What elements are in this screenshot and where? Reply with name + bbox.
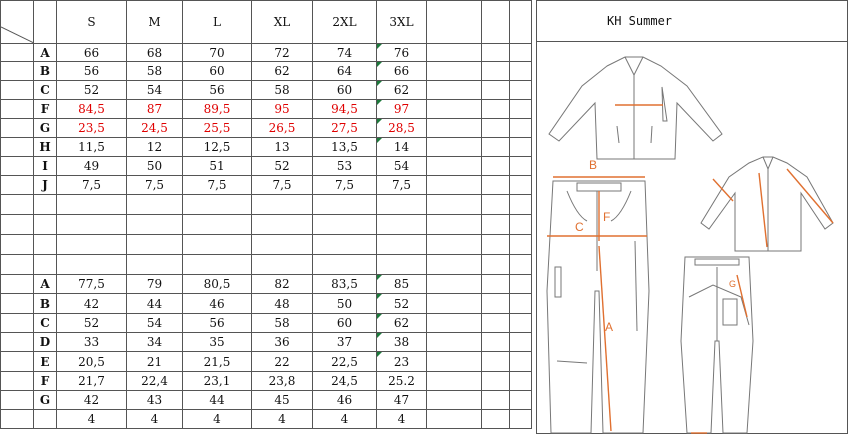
empty-cell [427,138,482,157]
empty-cell [510,62,532,81]
size-value: 74 [313,44,377,62]
size-value: 62 [377,314,427,333]
row-gap-cell [1,81,34,100]
table-row [1,81,532,100]
empty-cell [252,195,313,215]
row-gap-cell [1,100,34,119]
size-value: 4 [127,410,183,429]
empty-cell [482,119,510,138]
size-value: 27,5 [313,119,377,138]
size-value: 43 [127,391,183,410]
size-value: 56 [183,314,252,333]
size-value: 49 [57,157,127,176]
table-row [1,195,532,215]
table-row [1,138,532,157]
empty-cell [510,391,532,410]
empty-cell [57,255,127,275]
empty-cell [427,119,482,138]
table-row [1,294,532,314]
size-value: 97 [377,100,427,119]
row-label: F [34,100,57,119]
table-row [1,410,532,429]
size-value: 58 [252,81,313,100]
table-row [1,215,532,235]
empty-cell [427,157,482,176]
size-value: 20,5 [57,352,127,372]
size-value: 68 [127,44,183,62]
size-value: 84,5 [57,100,127,119]
size-value: 52 [377,294,427,314]
size-value: 76 [377,44,427,62]
size-value: 22,5 [313,352,377,372]
size-value: 11,5 [57,138,127,157]
empty-cell [127,215,183,235]
row-gap-cell [1,294,34,314]
size-value: 60 [313,314,377,333]
size-value: 21 [127,352,183,372]
empty-cell [34,235,57,255]
size-header: M [127,1,183,44]
row-gap-cell [1,352,34,372]
empty-cell [482,235,510,255]
empty-cell [427,391,482,410]
size-value: 45 [252,391,313,410]
size-value: 38 [377,333,427,352]
label-f: F [603,210,611,224]
table-row [1,372,532,391]
row-label: J [34,176,57,195]
size-header: S [57,1,127,44]
size-value: 42 [57,294,127,314]
size-value: 50 [313,294,377,314]
size-value: 7,5 [377,176,427,195]
size-value: 48 [252,294,313,314]
size-value: 44 [183,391,252,410]
table-row [1,333,532,352]
table-row [1,119,532,138]
empty-cell [377,235,427,255]
empty-cell [482,255,510,275]
size-value: 52 [57,81,127,100]
empty-cell [183,215,252,235]
label-c: C [575,220,584,234]
panel-title-row [537,1,847,42]
row-label: A [34,44,57,62]
row-label: E [34,352,57,372]
empty-cell [482,294,510,314]
label-b: B [589,158,598,172]
empty-cell [57,195,127,215]
size-value: 33 [57,333,127,352]
size-value: 4 [252,410,313,429]
empty-cell [482,333,510,352]
size-value: 47 [377,391,427,410]
empty-cell [427,215,482,235]
table-row [1,157,532,176]
row-gap-cell [1,333,34,352]
diagonal-divider [1,1,34,44]
size-value: 94,5 [313,100,377,119]
row-label: A [34,275,57,294]
empty-cell [427,81,482,100]
empty-cell [183,255,252,275]
row-gap-cell [1,391,34,410]
empty-cell [510,44,532,62]
empty-cell [510,314,532,333]
row-gap-cell [1,119,34,138]
empty-cell [252,215,313,235]
size-value: 70 [183,44,252,62]
size-value: 34 [127,333,183,352]
empty-cell [482,62,510,81]
label-g: G [729,279,737,289]
size-value: 21,7 [57,372,127,391]
empty-cell [127,235,183,255]
empty-cell [313,255,377,275]
size-value: 52 [252,157,313,176]
empty-cell [34,255,57,275]
empty-cell [34,215,57,235]
size-value: 23,8 [252,372,313,391]
size-value: 77,5 [57,275,127,294]
size-value: 62 [252,62,313,81]
label-header [34,1,57,44]
row-label: G [34,391,57,410]
size-value: 23,1 [183,372,252,391]
row-gap-cell [1,44,34,62]
table-row [1,275,532,294]
size-value: 66 [377,62,427,81]
row-gap-cell [1,372,34,391]
size-value: 26,5 [252,119,313,138]
empty-cell [427,44,482,62]
empty-cell [482,215,510,235]
empty-cell [482,372,510,391]
size-value: 21,5 [183,352,252,372]
product-diagram-panel [536,0,848,434]
empty-cell [427,333,482,352]
size-value: 24,5 [313,372,377,391]
size-value: 22 [252,352,313,372]
empty-cell [427,255,482,275]
size-value: 53 [313,157,377,176]
size-value: 13 [252,138,313,157]
empty-cell [34,195,57,215]
empty-cell [482,138,510,157]
empty-cell [482,352,510,372]
empty-cell [427,372,482,391]
size-header: 2XL [313,1,377,44]
empty-cell [510,235,532,255]
row-label: C [34,314,57,333]
size-value: 72 [252,44,313,62]
empty-cell [510,157,532,176]
size-value: 52 [57,314,127,333]
empty-cell [510,176,532,195]
size-value: 60 [183,62,252,81]
size-value: 64 [313,62,377,81]
row-gap-cell [1,410,34,429]
empty-cell [127,195,183,215]
size-value: 4 [183,410,252,429]
size-value: 4 [377,410,427,429]
size-value: 42 [57,391,127,410]
empty-cell [57,235,127,255]
size-value: 79 [127,275,183,294]
size-value: 56 [57,62,127,81]
size-value: 62 [377,81,427,100]
size-value: 7,5 [252,176,313,195]
size-value: 12 [127,138,183,157]
empty-cell [427,62,482,81]
row-label: I [34,157,57,176]
empty-cell [510,410,532,429]
row-label: F [34,372,57,391]
corner-cell [1,1,34,44]
row-gap-cell [1,62,34,81]
size-value: 23,5 [57,119,127,138]
empty-cell [510,195,532,215]
table-row [1,391,532,410]
row-gap-cell [1,157,34,176]
size-value: 23 [377,352,427,372]
size-value: 24,5 [127,119,183,138]
row-gap-cell [1,235,34,255]
empty-cell [427,100,482,119]
size-value: 85 [377,275,427,294]
empty-cell [482,391,510,410]
empty-cell [510,352,532,372]
size-value: 7,5 [183,176,252,195]
size-header: 3XL [377,1,427,44]
empty-cell [427,410,482,429]
empty-cell [183,195,252,215]
empty-cell [57,215,127,235]
row-label: B [34,62,57,81]
size-value: 80,5 [183,275,252,294]
empty-cell [482,100,510,119]
row-gap-cell [1,275,34,294]
size-value: 54 [127,314,183,333]
empty-cell [427,294,482,314]
empty-cell [482,1,510,44]
size-value: 44 [127,294,183,314]
empty-cell [127,255,183,275]
size-value: 51 [183,157,252,176]
empty-cell [252,255,313,275]
size-value: 4 [57,410,127,429]
empty-cell [313,235,377,255]
empty-cell [313,215,377,235]
empty-cell [510,1,532,44]
empty-cell [510,255,532,275]
empty-cell [510,372,532,391]
empty-cell [377,215,427,235]
empty-cell [482,195,510,215]
empty-cell [482,81,510,100]
empty-cell [510,275,532,294]
size-value: 54 [377,157,427,176]
empty-cell [427,275,482,294]
table-row [1,235,532,255]
empty-cell [510,81,532,100]
row-label: D [34,333,57,352]
size-value: 60 [313,81,377,100]
table-row [1,44,532,62]
empty-cell [377,195,427,215]
product-title: KH Summer [607,14,673,28]
row-gap-cell [1,176,34,195]
row-gap-cell [1,255,34,275]
size-header: L [183,1,252,44]
row-gap-cell [1,138,34,157]
row-gap-cell [1,314,34,333]
empty-cell [510,100,532,119]
size-value: 37 [313,333,377,352]
empty-cell [427,176,482,195]
size-value: 7,5 [313,176,377,195]
table-row [1,176,532,195]
empty-cell [510,333,532,352]
empty-cell [510,215,532,235]
garment-diagrams [537,41,849,434]
table-row [1,352,532,372]
row-label: G [34,119,57,138]
size-value: 58 [127,62,183,81]
empty-cell [482,410,510,429]
table-row [1,62,532,81]
row-label: C [34,81,57,100]
empty-cell [510,138,532,157]
size-value: 83,5 [313,275,377,294]
size-value: 14 [377,138,427,157]
size-value: 25,5 [183,119,252,138]
empty-cell [427,352,482,372]
row-label: B [34,294,57,314]
empty-cell [427,1,482,44]
size-value: 4 [313,410,377,429]
table-row [1,100,532,119]
empty-cell [427,314,482,333]
size-value: 46 [313,391,377,410]
size-value: 82 [252,275,313,294]
row-label: H [34,138,57,157]
empty-cell [510,119,532,138]
size-value: 66 [57,44,127,62]
size-value: 54 [127,81,183,100]
empty-cell [482,176,510,195]
row-gap-cell [1,195,34,215]
empty-cell [252,235,313,255]
empty-cell [510,294,532,314]
empty-cell [427,235,482,255]
size-value: 36 [252,333,313,352]
empty-cell [183,235,252,255]
size-value: 28,5 [377,119,427,138]
empty-cell [482,275,510,294]
size-value: 35 [183,333,252,352]
size-value: 13,5 [313,138,377,157]
size-header: XL [252,1,313,44]
size-value: 46 [183,294,252,314]
table-row [1,314,532,333]
table-row [1,255,532,275]
size-value: 22,4 [127,372,183,391]
empty-cell [313,195,377,215]
size-value: 7,5 [57,176,127,195]
empty-cell [377,255,427,275]
size-value: 12,5 [183,138,252,157]
size-value: 87 [127,100,183,119]
size-value: 89,5 [183,100,252,119]
row-label [34,410,57,429]
size-value: 95 [252,100,313,119]
size-value: 58 [252,314,313,333]
empty-cell [427,195,482,215]
label-a: A [605,320,614,334]
empty-cell [482,314,510,333]
empty-cell [482,44,510,62]
size-value: 7,5 [127,176,183,195]
size-value: 25.2 [377,372,427,391]
empty-cell [482,157,510,176]
size-value: 50 [127,157,183,176]
size-value: 56 [183,81,252,100]
row-gap-cell [1,215,34,235]
